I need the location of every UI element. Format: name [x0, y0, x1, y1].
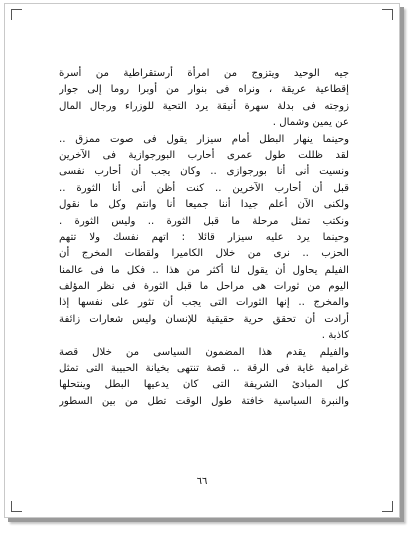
crop-mark-bottom-left [11, 501, 22, 512]
text-line: ونسيت أنى أنا بورجوازى .. وكان يجب أن أحارب نفسى [59, 166, 349, 178]
page-number: ٦٦ [196, 476, 208, 487]
text-line: الحزب .. نرى من خلال الكاميرا ولقطات المخرج أن [59, 248, 349, 260]
book-page [4, 3, 400, 518]
text-line: كاذبة . [321, 330, 349, 342]
crop-mark-bottom-right [382, 501, 393, 512]
crop-mark-top-left [11, 9, 22, 20]
text-line: لقد ظللت طول عمرى أحارب البورجوازية فى الآخرين [59, 149, 349, 161]
text-line: جيه الوحيد ويتزوج من امرأة أرستقراطية من أسرة [59, 68, 349, 79]
text-line: غرامية غاية فى الرقة .. قصة تنتهى بخيانة الحبيبة التى تمثل [59, 363, 349, 375]
text-line: والفيلم يقدم هذا المضمون السياسى من خلال قصة [59, 346, 349, 358]
text-line: ونكتب تمثل مرحلة ما قبل الثورة .. وليس الثورة . [59, 215, 349, 227]
text-line: ولكنى الآن أعلم جيدا أننا جميعا أنا وانتم وكل ما نقول [59, 199, 349, 211]
crop-mark-top-right [382, 9, 393, 20]
text-line: والنبرة السياسية خافتة طول الوقت تطل من بين السطور [59, 395, 349, 407]
text-line: وحينما يرد عليه سيزار قائلا : اتهم نفسك ولا تتهم [59, 231, 349, 243]
text-line: وحينما ينهار البطل أمام سيزار يقول فى صوت ممزق .. [59, 133, 349, 145]
text-line: إقطاعية عريقة ، ونراه فى بنوار من أوبرا روما إلى جوار [59, 84, 349, 96]
text-line: عن يمين وشمال . [272, 117, 349, 129]
text-line: والمخرج .. إنها الثورات التى يجب أن تثور على نفسها إذا [59, 297, 349, 309]
body-text [59, 66, 349, 410]
text-line: اليوم من ثورات هى مراحل ما قبل الثورة فى نظر المؤلف [59, 281, 349, 293]
text-line: زوجته فى بدلة سهرة أنيقة يرد التحية للوزراء ورجال المال [59, 100, 349, 112]
text-line: كل المبادئ الشريفة التى كان يدعيها البطل وينتحلها [59, 379, 349, 391]
text-line: أرادت أن تحقق حرية حقيقية للإنسان وليس شعارات زائفة [59, 313, 349, 325]
text-line: الفيلم يحاول أن يقول لنا أكثر من هذا .. فكل ما فى عالمنا [59, 264, 349, 276]
text-line: قبل أن أحارب الآخرين .. كنت أظن أنى أنا الثورة .. [59, 182, 349, 194]
